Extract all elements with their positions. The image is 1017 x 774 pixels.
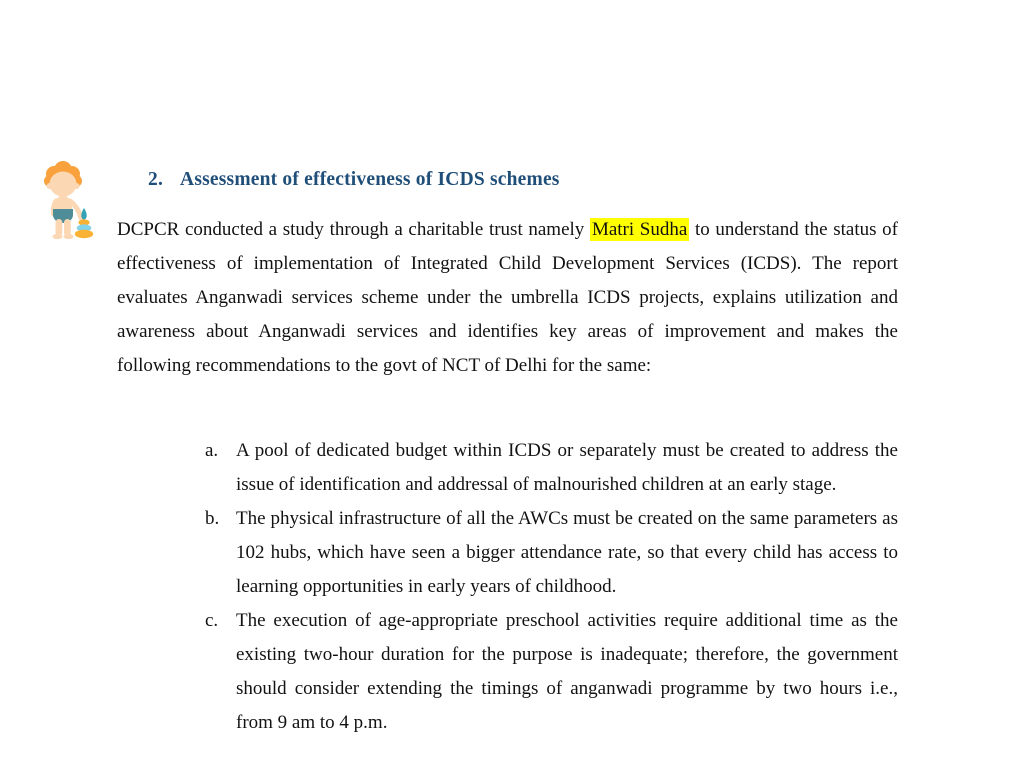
- intro-paragraph: [117, 213, 898, 383]
- toddler-with-stacking-toy-icon: [37, 161, 95, 243]
- list-item-marker: b.: [205, 508, 220, 529]
- highlighted-text: Matri Sudha: [591, 219, 688, 240]
- paragraph-text-after-highlight: to understand the status of effectiveness of implementation of Integrated Child Development Services (ICDS). The report evaluates Anganwadi services scheme under the umbrella ICDS projects, explains utilization and awareness about Anganwadi services and identifies key areas of improvement and makes the following recommendations to the govt of NCT of Delhi for the same:: [117, 219, 898, 376]
- section-number: 2.: [148, 169, 164, 190]
- list-item-marker: a.: [205, 440, 219, 461]
- list-item: [205, 604, 898, 740]
- recommendations-list: [205, 434, 898, 740]
- list-item-text: The physical infrastructure of all the AWCs must be created on the same parameters as 102 hubs, which have seen a bigger attendance rate, so that every child has access to learning opportunities in early years of childhood.: [236, 508, 898, 597]
- paragraph-text-before-highlight: DCPCR conducted a study through a charitable trust namely: [117, 219, 590, 240]
- list-item-text: The execution of age-appropriate preschool activities require additional time as the existing two-hour duration for the purpose is inadequate; therefore, the government should consider extending the timings of anganwadi programme by two hours i.e., from 9 am to 4 p.m.: [236, 610, 898, 733]
- list-item: [205, 502, 898, 604]
- list-item-text: A pool of dedicated budget within ICDS or separately must be created to address the issue of identification and addressal of malnourished children at an early stage.: [236, 440, 898, 495]
- section-title: Assessment of effectiveness of ICDS schemes: [180, 169, 560, 190]
- section-heading: [148, 167, 560, 192]
- list-item-marker: c.: [205, 610, 219, 631]
- list-item: [205, 434, 898, 502]
